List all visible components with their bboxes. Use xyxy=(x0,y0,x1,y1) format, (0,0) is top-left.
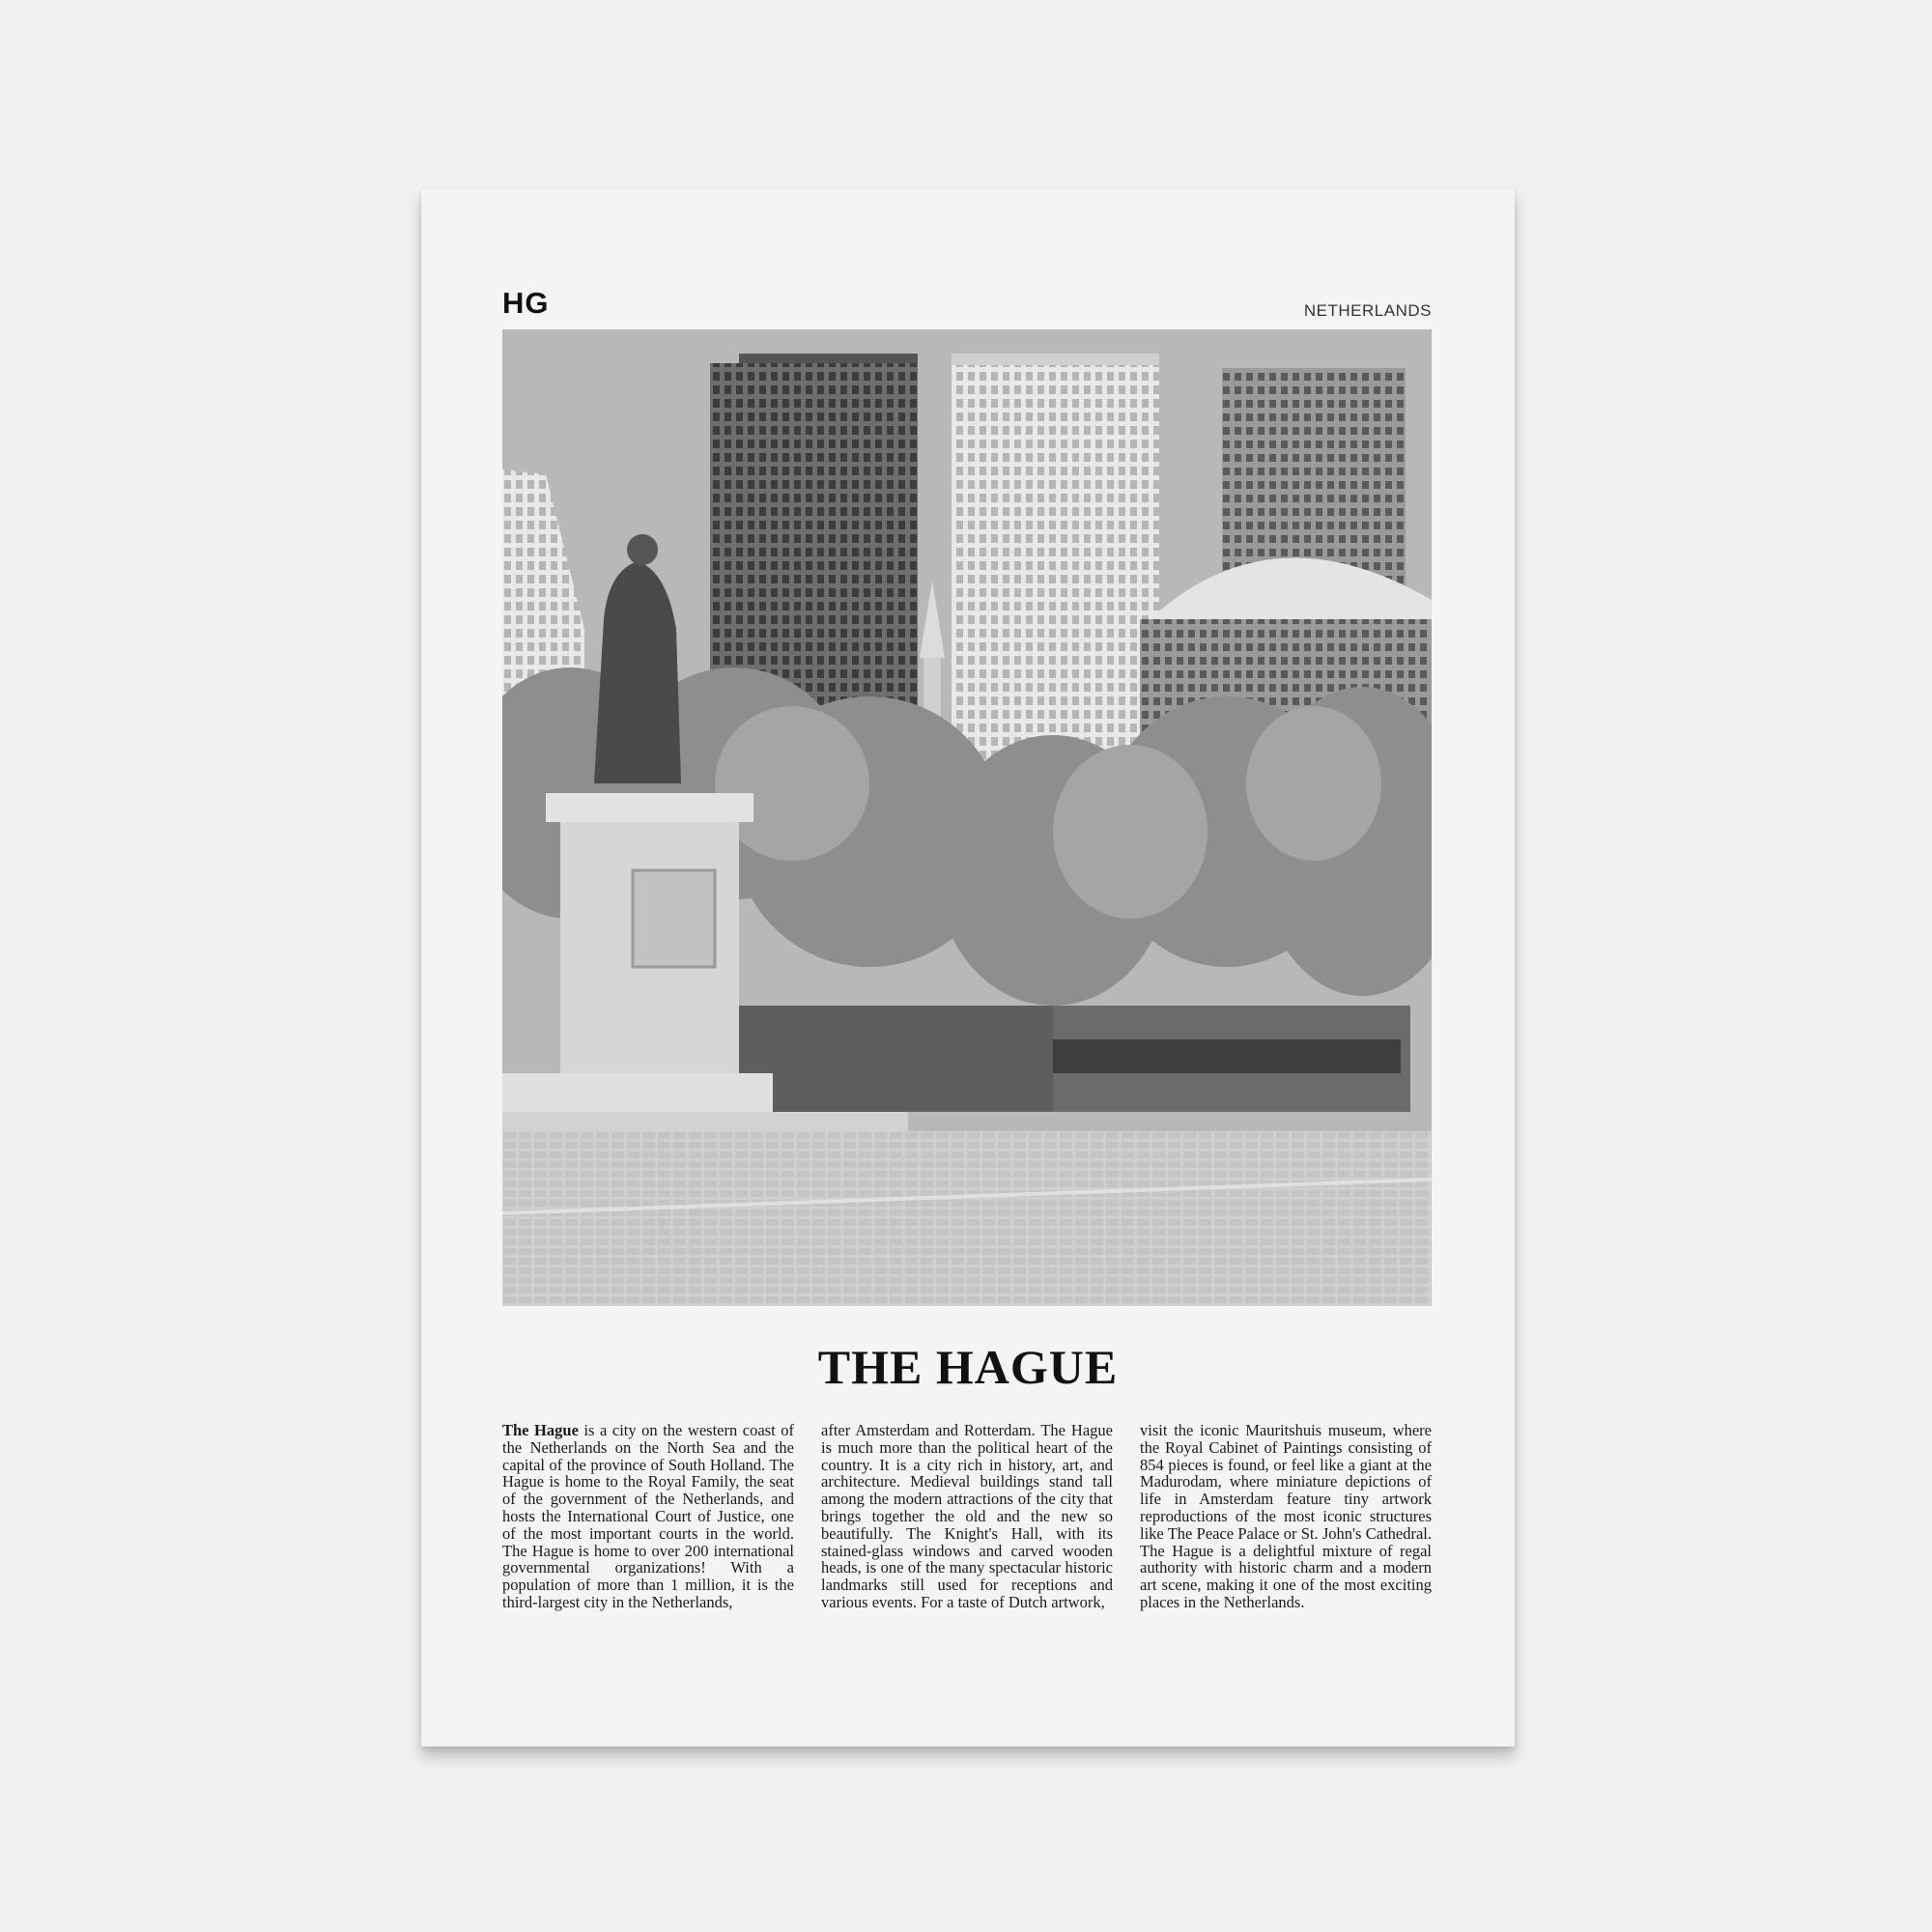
poster-title: THE HAGUE xyxy=(817,1340,1119,1394)
city-code: HG xyxy=(502,286,550,320)
city-photo xyxy=(502,329,1432,1306)
description-column-1 xyxy=(502,1422,794,1611)
description-columns xyxy=(502,1422,1432,1611)
description-column-3: visit the iconic Mauritshuis museum, where the Royal Cabinet of Paintings consisting of 854 pieces is found, or feel like a giant at the Madurodam, where miniature depictions of life in Amsterdam feature tiny artwork reproductions of the most iconic structures like The Peace Palace or St. John's Cathedral. The Hague is a delightful mixture of regal authority with historic charm and a modern art scene, making it one of the most exciting places in the Netherlands. xyxy=(1140,1421,1432,1611)
description-column-2: after Amsterdam and Rotterdam. The Hague is much more than the political heart of the country. It is a city rich in history, art, and architecture. Medieval buildings stand tall among the modern attractions of the city that brings together the old and the new so beautifully. The Knight's Hall, with its stained-glass windows and carved wooden heads, is one of the many spectacular historic landmarks still used for receptions and various events. For a taste of Dutch artwork, xyxy=(821,1421,1113,1611)
description-lead: The Hague xyxy=(502,1421,579,1439)
country-label: NETHERLANDS xyxy=(1303,301,1432,320)
description-column-1-text: is a city on the western coast of the Netherlands on the North Sea and the capital of the province of South Holland. The Hague is home to the Royal Family, the seat of the government of the Netherlands, and hosts the International Court of Justice, one of the most important courts in the world. The Hague is home to over 200 international governmental organizations! With a population of more than 1 million, it is the third-largest city in the Netherlands, xyxy=(502,1421,794,1611)
poster xyxy=(421,189,1515,1747)
